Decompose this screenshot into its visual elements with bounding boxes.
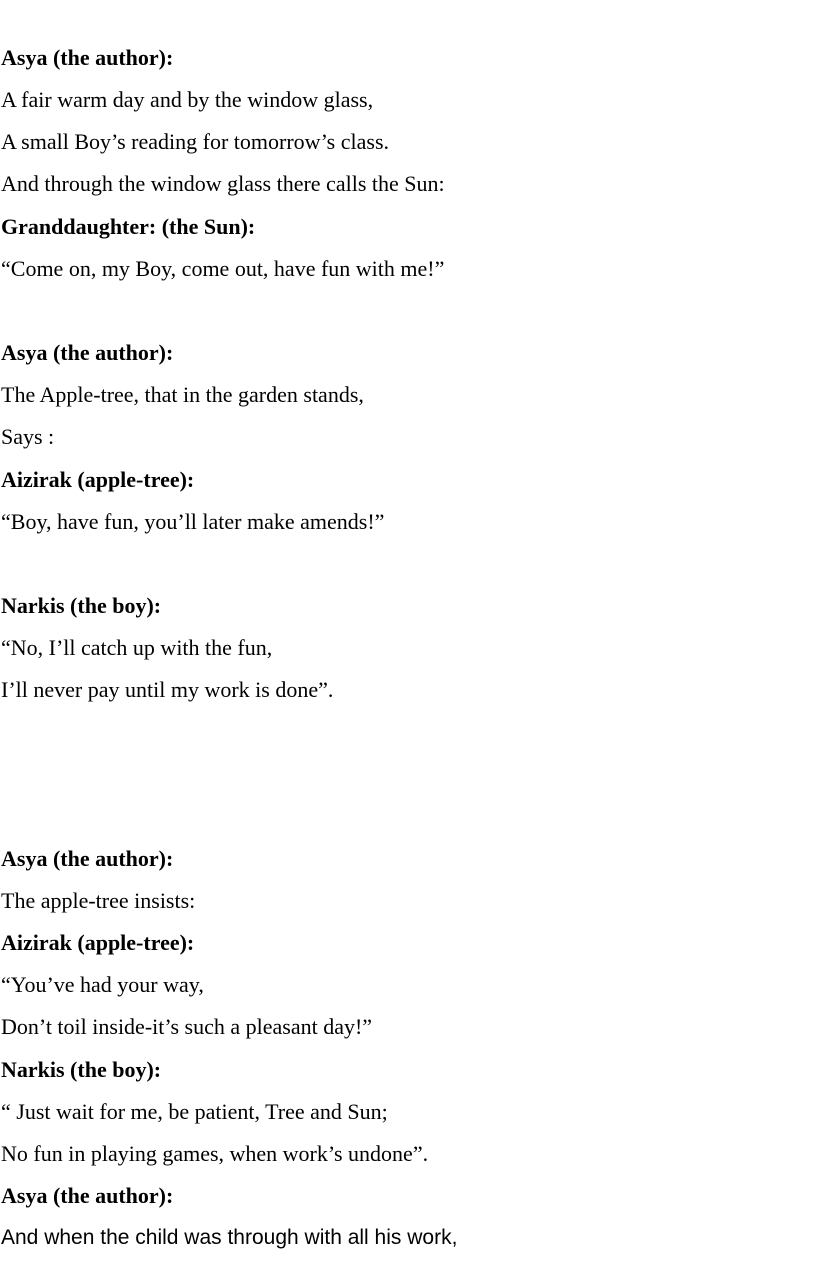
verse-line: Don’t toil inside-it’s such a pleasant day!” — [1, 1014, 373, 1039]
verse-line: “You’ve had your way, — [1, 972, 204, 997]
speaker-line: Aizirak (apple-tree): — [1, 930, 195, 955]
speaker-line: Asya (the author): — [1, 45, 174, 70]
verse-line: “ Just wait for me, be patient, Tree and Sun; — [1, 1099, 388, 1124]
speaker-line: Aizirak (apple-tree): — [1, 467, 195, 492]
verse-line: Says : — [1, 424, 55, 449]
verse-line: And when the child was through with all his work, — [1, 1226, 458, 1249]
verse-line: The Apple-tree, that in the garden stands, — [1, 382, 364, 407]
verse-line: “Come on, my Boy, come out, have fun with me!” — [1, 256, 445, 281]
verse-line: And through the window glass there calls the Sun: — [1, 171, 445, 196]
speaker-line: Asya (the author): — [1, 340, 174, 365]
verse-line: The apple-tree insists: — [1, 888, 196, 913]
verse-line: A fair warm day and by the window glass, — [1, 87, 374, 112]
speaker-line: Asya (the author): — [1, 1183, 174, 1208]
speaker-line: Narkis (the boy): — [1, 593, 162, 618]
speaker-line: Narkis (the boy): — [1, 1057, 162, 1082]
verse-line: “Boy, have fun, you’ll later make amends!” — [1, 509, 385, 534]
verse-line: A small Boy’s reading for tomorrow’s class. — [1, 129, 390, 154]
speaker-line: Asya (the author): — [1, 846, 174, 871]
verse-line: I’ll never pay until my work is done”. — [1, 677, 334, 702]
verse-line: “No, I’ll catch up with the fun, — [1, 635, 273, 660]
speaker-line: Granddaughter: (the Sun): — [1, 214, 256, 239]
verse-line: No fun in playing games, when work’s undone”. — [1, 1141, 429, 1166]
